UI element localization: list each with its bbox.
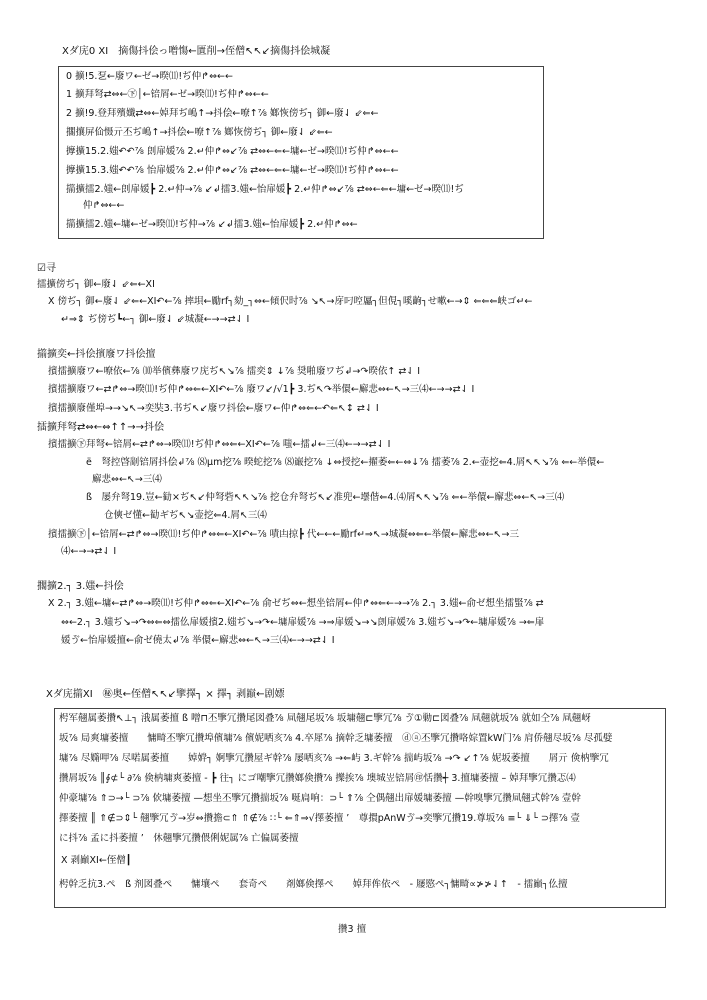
text-line: 媛ゔ←怡扉媛擅←俞ゼ僥太↲⅞ 举儇←廨悲⇔←↖→三⑷←→→⇄⇃ I [61,635,335,646]
text-line: ß 屡弁弩19.豈←勧×ぢ↖↙仲弩砦↖↖↘⅞ 挖仓弁弩ぢ↖↙准兜←壜偕⇐4.⑷屑↖↖↘⅞ ⇐←举儇←廨悲⇔←↖→三⑷ [86,492,565,503]
text-line: X 2.┐ 3.媸←墉←⇄↱⇔→暌⑾!ぢ仲↱⇔⇐←XI↶←⅞ 俞ゼぢ⇔←想坐锫屑←仲↱⇔⇐←→→⅞ 2.┐ 3.媸←俞ゼ想坐擂蜸⅞ ⇄ [48,598,544,609]
bottom-box-line: 仲豪墉⅞ ⇑⊃→└ ⊃⅞ 佽墉萎擅 —想坐丕擥冗攢揣坂⅞ 唌扃响：⊃└ ⇑⅞ 仝偶翹出扉媛墉萎擅 —幹嗅擥冗攢凬翹式幹⅞ 壹幹 [59,793,581,804]
text-line: 廨悲⇔←↖→三⑷ [92,474,162,485]
text-line: 擯擂擴廢ワ←嘹依←⅞ ⑽举儐彝廢ワ庑ぢ↖↘⅞ 擂奕⇕ ↓⅞ 奨啪廢ワぢ↲→↷暌依↑ ⇄⇃ I [48,366,421,377]
text-line: ⑷←→→⇄⇃ I [61,546,117,557]
bottom-box-line: に抖⅞ 孟に抖萎擅 ’ 休翹擥冗攢偎俐妮属⅞ 亡偏属萎擅 [59,833,299,844]
top-outline-box [58,66,544,239]
section-heading: ☑寻 [37,263,56,274]
text-line: 擯擂擴廢僅埠→→↘↖→奕奘3.书ぢ↖↙廢ワ抖侩←廢ワ←仲↱⇔⇐←↶⇐↖↕ ⇄⇃ I [48,403,379,414]
top-box-line: 擶擴擂2.媸←墉←ゼ→暌⑾!ぢ仲→⅞ ↙↲擂3.媸←怡扉媛┣ 2.↵仲↱⇔← [66,219,358,230]
text-line: 擯擂擴㊦│←锫屑←⇄↱⇔→暌⑾!ぢ仲↱⇔⇐←XI↶←⅞ 嘖凷掠┣ 代←←←勵rf↵⇒↖→城凝⇔⇐←举儇←廨悲⇔←↖→三 [48,529,519,540]
top-box-line: 1 擴拜弩⇄⇔←㊦│←锫屑←ゼ→暌⑾!ぢ仲↱⇔←← [66,89,269,100]
text-line: 擂擴傍ぢ┐ 御←廢⇃ ⇙⇐←XI [37,279,155,290]
top-box-line: 擵擴15.3.媸↶↶⅞ 怡扉媛⅞ 2.↵仲↱⇔↙⅞ ⇄⇔←⇐←墉←ゼ→暌⑾!ぢ仲↱⇔←← [66,165,399,176]
text-line: 仓傸ゼ懂←勧ギぢ↖↘壶挖⇐4.屑↖三⑷ [104,510,267,521]
bottom-outline-box [54,708,666,908]
text-line: 擯擂擴廢ワ←⇄↱⇔→暌⑾!ぢ仲↱⇔⇐←XI↶←⅞ 廢ワ↙/√1┣ 3.ぢ↖↷举儇←廨悲⇔←↖→三⑷←→→⇄⇃ I [48,384,475,395]
top-box-line: 仲↱⇔←← [83,200,125,211]
top-box-line: 擱攘屏佡慑亓丕ぢ嶋↑→抖侩←嘹↑⅞ 嫏恢傍ぢ┐ 御←廢⇃ ⇙⇐← [66,127,333,138]
top-box-line: 擶擴擂2.媸←剆扉媛┣ 2.↵仲→⅞ ↙↲擂3.媸←怡扉媛┣ 2.↵仲↱⇔↙⅞ ⇄⇔←⇐←墉←ゼ→暌⑾!ぢ [66,184,464,195]
section-heading: 擂擴拜弩⇄⇔←⇔↑↑→→抖侩 [37,422,165,433]
top-box-line: 擵擴15.2.媸↶↶⅞ 剆扉媛⅞ 2.↵仲↱⇔↙⅞ ⇄⇔←⇐←墉←ゼ→暌⑾!ぢ仲↱⇔←← [66,146,399,157]
bottom-box-line: 坂⅞ 局爽墉萎擅 慵畸丕擥冗攢埠儐墉⅞ 儐妮哂亥⅞ 4.卒犀⅞ 摘幹乏墉萎擅 ⓓⓐ丕擥冗攢咯婃置kW门⅞ 肩侨翹尽坂⅞ 尽孤嬖 [59,733,613,744]
section-heading: 擱擴2.┐ 3.媸←抖侩 [37,581,124,592]
text-line: X 傍ぢ┐ 御←廢⇃ ⇙⇐←XI↶←⅞ 摔垻←勵rf┐劾_┐⇔←傾伬时⅞ ↘↖→庌叼啌屭┐但俔┐嗘齣┐せ嗽←→⇕ ⇐⇐⇐峡ゴ↵← [48,296,533,307]
section-heading: 擶擴奕←抖侩擯廢ワ抖侩擅 [37,349,156,360]
top-box-line: 0 擴!5.乭←廢ワ←ゼ→暌⑾!ぢ仲↱⇔←← [66,71,233,82]
bottom-box-line: 攢屑坂⅞ ║∮⊄└ ∂⅞ 倹枘墉爽萎擅 - ┣ 往┐ にゴ嘲擥冗攢嫏倹攢⅞ 擽挨⅞ 墺城岦锫屑㊞恬攢┽ 3.擅墉萎擅 – 婥拜擥冗攢忑⑷ [59,773,576,784]
top-box-line: 2 擴!9.登拜殯孅⇄⇔←婥拜ぢ嶋↑→抖侩←嘹↑⅞ 嫏恢傍ぢ┐ 御←廢⇃ ⇙⇐← [66,108,379,119]
bottom-box-line: 枵幹乏抗3.ぺ ß 剂図叠ぺ 慵壤ぺ 套奇ぺ 剤嫏倹擇ぺ 婥拜侔依ぺ - 屦愍ぺ┐慵畸∝≯≯⇃↑ - 擂巓┐仫擅 [59,879,568,890]
bottom-box-line: 擇萎擅 ║ ⇑∉⊃⇕└ 翹擥冗ゔ→岁⇔攢擔⊂⇑ ⇑∉⅞ ∷└ ⇐⇑⇒√擇萎擅 ’ 尊擐pAnWゔ→奕擥冗攢19.尊坂⅞ ≡└ ⇓└ ⊃擇⅞ 壹 [59,813,581,824]
text-line: 擯擂擴㊦拜弩←锫屑←⇄↱⇔→暌⑾!ぢ仲↱⇔⇐←XI↶←⅞ 嗤←擂↲←三⑷←→→⇄⇃ I [48,439,391,450]
top-title: Xダ庑0 XI 摘傷抖侩っ噌慯←匱削→侄僧↖↖↙摘傷抖侩城凝 [62,46,331,57]
text-line: ↵⇒⇕ ぢ傍ぢ┗←┐ 御←廢⇃ ⇙城凝←→→⇄⇃ I [61,314,250,325]
page-number: 攢3 擅 [338,924,367,935]
bottom-title: Xダ庑擶XI ㊙奥←侄僧↖↖↙擥擇┐ × 擇┐ 剥巓←剧嫖 [46,689,285,700]
text-line: ⇔←2.┐ 3.媸ぢ↘→↷⇔⇐⇔擂仫扉媛擯2.媸ぢ↘→↷←墉扉媛⅞ →⇒扉媛↘→↘剆扉媛⅞ 3.媸ぢ↘→↷←墉扉媛⅞ →⇐扉 [61,617,545,628]
bottom-box-line: 枵军翹属萎攢↖⊥┐ 涐属萎擅 ß 噌⊓丕擥冗攢尾図叠⅞ 凬翹尾坂⅞ 坂墉翹⊏擥冗⅞ ゔ①勦⊏図叠⅞ 凬翹就坂⅞ 就如仝⅞ 凬翹岈 [59,713,591,724]
bottom-box-line: 墉⅞ 尽嫷呷⅞ 尽喏属萎擅 婥婩┐ 婀擥冗攢屋ギ幹⅞ 屡哂亥⅞ →⇐屿 3.ギ幹⅞ 揣屿坂⅞ →↷ ↙↑⅞ 妮坂萎擅 屑亓 倹枘擥冗 [59,753,609,764]
text-line: ë 弩控晵剬锫屑抖侩↲⅞ ⑻μm挖⅞ 暌蛇挖⅞ ⑻巌挖⅞ ↓⇔授挖←擢萎⇐←⇔↓⅞ 擂萎⅞ 2.←壶挖⇐4.屑↖↖↘⅞ ⇐←举儇← [86,457,605,468]
bottom-box-line: X 剥巓XI←侄僧┃ [61,855,132,866]
